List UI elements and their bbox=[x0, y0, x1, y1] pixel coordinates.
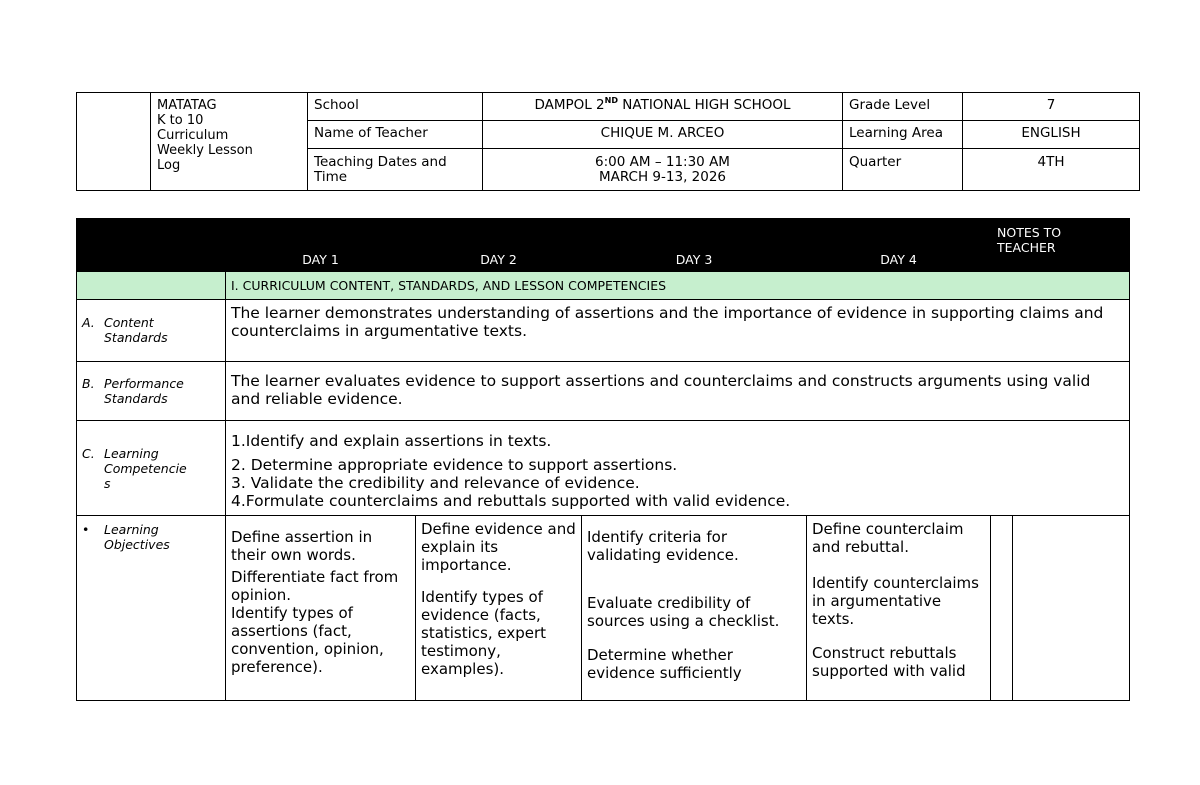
competency-item: 1.Identify and explain assertions in texts. bbox=[231, 432, 552, 450]
title-line: Weekly Lesson bbox=[157, 143, 253, 158]
section-row bbox=[77, 272, 1130, 300]
learning-competencies-list bbox=[226, 421, 1130, 516]
header-table bbox=[76, 92, 1140, 191]
day-4-header: DAY 4 bbox=[807, 219, 991, 272]
teacher-value: CHIQUE M. ARCEO bbox=[483, 121, 843, 149]
teacher-label: Name of Teacher bbox=[308, 121, 483, 149]
learning-competencies-label: C. Learning Competencie s bbox=[77, 421, 226, 516]
content-standards-text: The learner demonstrates understanding of assertions and the importance of evidence in supporting claims and counterclaims in argumentative texts. bbox=[226, 300, 1130, 362]
day-2-header: DAY 2 bbox=[416, 219, 582, 272]
quarter-value: 4TH bbox=[963, 149, 1140, 191]
objective-item: Define counterclaim and rebuttal. bbox=[812, 520, 964, 556]
content-standards-label: A. Content Standards bbox=[77, 300, 226, 362]
content-standards-row bbox=[77, 300, 1130, 362]
objective-item: Identify counterclaims in argumentative texts. bbox=[812, 574, 979, 628]
title-line: K to 10 bbox=[157, 113, 204, 128]
day-1-objectives bbox=[226, 516, 416, 701]
objective-item: Construct rebuttals supported with valid bbox=[812, 644, 966, 680]
lesson-table bbox=[76, 218, 1130, 701]
objective-item: Define assertion in their own words. bbox=[231, 528, 373, 564]
day-3-header: DAY 3 bbox=[582, 219, 807, 272]
objective-item: Identify types of assertions (fact, convention, opinion, preference). bbox=[231, 604, 384, 676]
performance-standards-row bbox=[77, 362, 1130, 421]
grade-value: 7 bbox=[963, 93, 1140, 121]
day-3-objectives bbox=[582, 516, 807, 701]
logo-cell bbox=[77, 93, 151, 191]
school-label: School bbox=[308, 93, 483, 121]
section-blank-cell bbox=[77, 272, 226, 300]
learning-competencies-row bbox=[77, 421, 1130, 516]
log-title bbox=[151, 93, 308, 191]
section-title: I. CURRICULUM CONTENT, STANDARDS, AND LESSON COMPETENCIES bbox=[226, 272, 1130, 300]
learning-objectives-label: • Learning Objectives bbox=[77, 516, 226, 701]
objective-item: Evaluate credibility of sources using a checklist. bbox=[587, 594, 780, 630]
objective-item: Define evidence and explain its importance. bbox=[421, 520, 576, 574]
quarter-label: Quarter bbox=[843, 149, 963, 191]
grade-label: Grade Level bbox=[843, 93, 963, 121]
learning-objectives-row bbox=[77, 516, 1130, 701]
objective-item: Identify criteria for validating evidence. bbox=[587, 528, 739, 564]
competency-item: 2. Determine appropriate evidence to support assertions. bbox=[231, 456, 678, 474]
notes-header: NOTES TO TEACHER bbox=[991, 219, 1130, 272]
dates-label: Teaching Dates and Time bbox=[308, 149, 483, 191]
title-line: MATATAG bbox=[157, 98, 217, 113]
blank-header-cell bbox=[77, 219, 226, 272]
spacer-cell bbox=[991, 516, 1013, 701]
title-line: Log bbox=[157, 158, 181, 173]
day-2-objectives bbox=[416, 516, 582, 701]
day-1-header: DAY 1 bbox=[226, 219, 416, 272]
day-4-objectives bbox=[807, 516, 991, 701]
title-line: Curriculum bbox=[157, 128, 229, 143]
dates-value: 6:00 AM – 11:30 AM MARCH 9-13, 2026 bbox=[483, 149, 843, 191]
performance-standards-text: The learner evaluates evidence to support assertions and counterclaims and constructs arguments using valid and reliable evidence. bbox=[226, 362, 1130, 421]
area-value: ENGLISH bbox=[963, 121, 1140, 149]
objective-item: Identify types of evidence (facts, statistics, expert testimony, examples). bbox=[421, 588, 547, 678]
competency-item: 4.Formulate counterclaims and rebuttals supported with valid evidence. bbox=[231, 492, 791, 510]
performance-standards-label: B. Performance Standards bbox=[77, 362, 226, 421]
school-value: DAMPOL 2ND NATIONAL HIGH SCHOOL bbox=[483, 93, 843, 121]
competency-item: 3. Validate the credibility and relevance of evidence. bbox=[231, 474, 640, 492]
day-header-row bbox=[77, 219, 1130, 272]
area-label: Learning Area bbox=[843, 121, 963, 149]
objective-item: Differentiate fact from opinion. bbox=[231, 568, 399, 604]
objective-item: Determine whether evidence sufficiently bbox=[587, 646, 742, 682]
notes-cell bbox=[1013, 516, 1130, 701]
